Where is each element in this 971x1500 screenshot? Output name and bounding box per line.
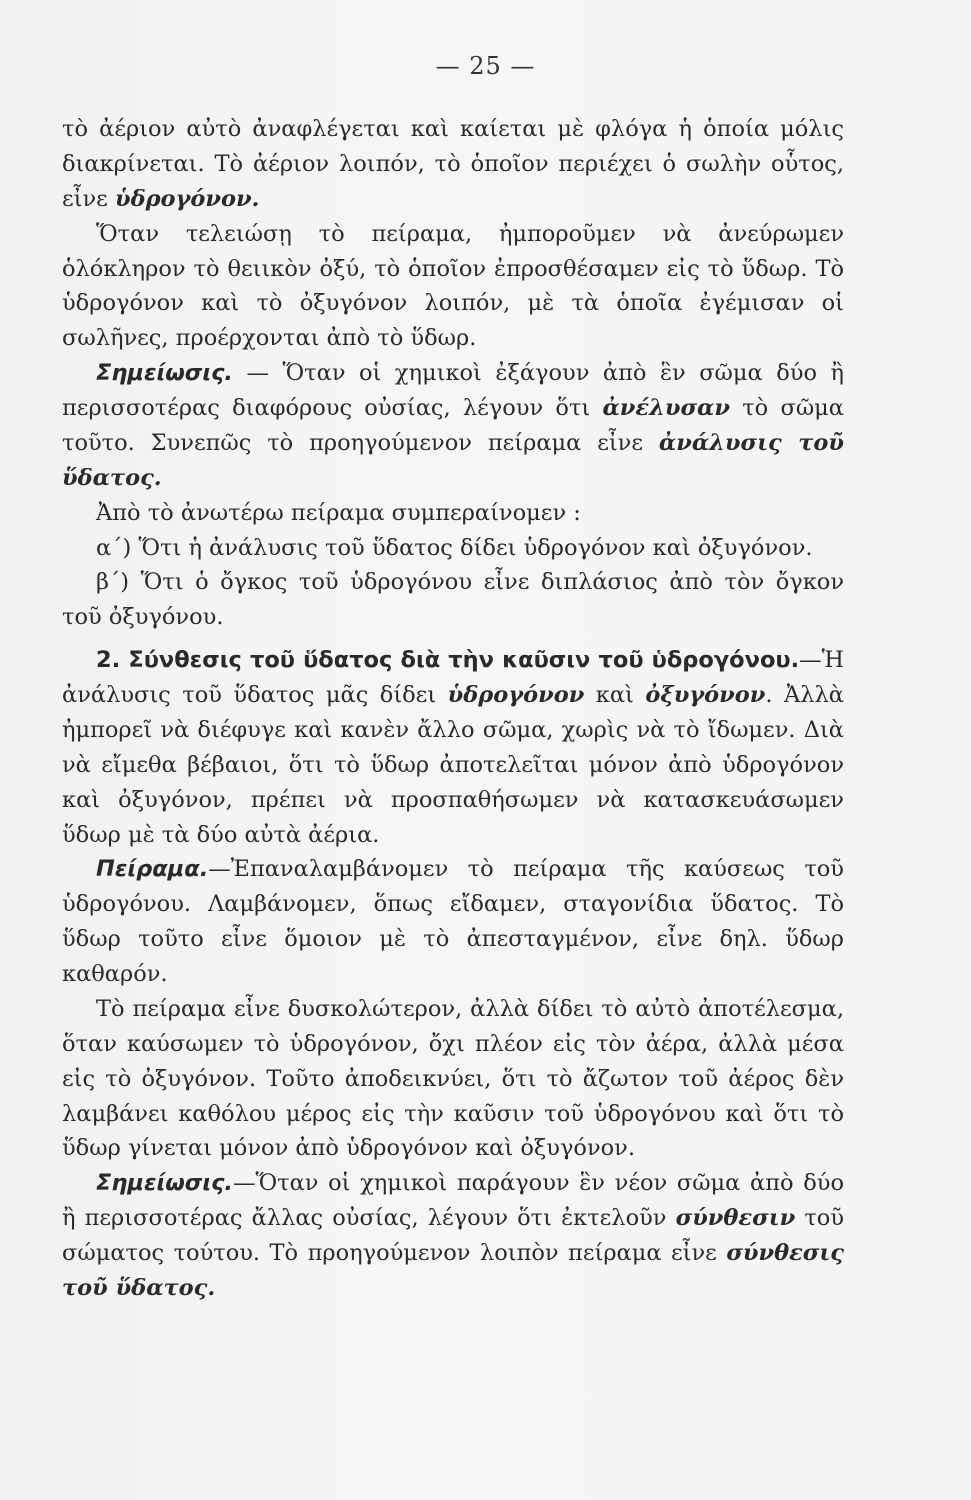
paragraph-10-text-a: —Ὅταν οἱ χημικοὶ παράγουν ἓν νέον σῶμα ἀπὸ δύο ἢ περισσοτέρας ἄλλας οὐσίας, λέγουν ὅτι ἐκτελοῦν: [62, 1170, 844, 1232]
paragraph-4: [62, 496, 844, 531]
paragraph-7-text-b: καὶ: [584, 682, 646, 708]
paragraph-7-text-c: . Ἀλλὰ ἠμπορεῖ νὰ διέφυγε καὶ κανὲν ἄλλο σῶμα, χωρὶς νὰ τὸ ἴδωμεν. Διὰ νὰ εἴμεθα βέβαιοι, ὅτι τὸ ὕδωρ ἀποτελεῖται μόνον ἀπὸ ὑδρογόνον καὶ ὀξυγόνον, πρέπει νὰ προσπαθήσωμεν νὰ κατασκευάσωμεν ὕδωρ μὲ τὰ δύο αὐτὰ ἀέρια.: [62, 682, 844, 848]
term-synthesis-of-water: σύνθεσις τοῦ ὕδατος.: [62, 1240, 844, 1301]
paragraph-3-note: [62, 356, 844, 496]
paragraph-10-text-b: τοῦ σώματος τούτου. Τὸ προηγούμενον λοιπὸν πείραμα εἶνε: [62, 1205, 845, 1266]
paragraph-1-text: τὸ ἀέριον αὐτὸ ἀναφλέγεται καὶ καίεται μὲ φλόγα ἡ ὁποία μόλις διακρίνεται. Τὸ ἀέριον λοιπόν, τὸ ὁποῖον περιέχει ὁ σωλὴν οὗτος, εἶνε: [62, 116, 844, 212]
term-analysis-of-water: ἀνάλυσις τοῦ ὕδατος.: [62, 429, 845, 491]
paragraph-1: [62, 112, 844, 217]
paragraph-9: [62, 992, 844, 1166]
page-number: — 25 —: [435, 52, 536, 80]
paragraph-3-text-a: — Ὅταν οἱ χημικοὶ ἐξάγουν ἀπὸ ἓν σῶμα δύο ἢ περισσοτέρας διαφόρους οὐσίας, λέγουν ὅτι: [62, 360, 844, 421]
paragraph-7-text-a: —Ἡ ἀνάλυσις τοῦ ὕδατος μᾶς δίδει: [62, 647, 844, 708]
paragraph-3-text-b: τὸ σῶμα τοῦτο. Συνεπῶς τὸ προηγούμενον πείραμα εἶνε: [62, 395, 844, 456]
conclusion-item-a-text: α΄) Ὅτι ἡ ἀνάλυσις τοῦ ὕδατος δίδει ὑδρογόνον καὶ ὀξυγόνον.: [96, 534, 813, 561]
paragraph-2-text: Ὅταν τελειώσῃ τὸ πείραμα, ἠμποροῦμεν νὰ ἀνεύρωμεν ὁλόκληρον τὸ θειικὸν ὀξύ, τὸ ὁποῖον ἐπροσθέσαμεν εἰς τὸ ὕδωρ. Τὸ ὑδρογόνον καὶ τὸ ὀξυγόνον λοιπόν, μὲ τὰ ὁποῖα ἐγέμισαν οἱ σωλῆνες, προέρχονται ἀπὸ τὸ ὕδωρ.: [62, 220, 844, 352]
conclusion-item-b: [62, 565, 844, 635]
paragraph-8-text: —Ἐπαναλαμβάνομεν τὸ πείραμα τῆς καύσεως τοῦ ὑδρογόνου. Λαμβάνομεν, ὅπως εἴδαμεν, σταγονίδια ὕδατος. Τὸ ὕδωρ τοῦτο εἶνε ὅμοιον μὲ τὸ ἀπεσταγμένον, εἶνε δηλ. ὕδωρ καθαρόν.: [62, 856, 844, 987]
paragraph-9-text: Τὸ πείραμα εἶνε δυσκολώτερον, ἀλλὰ δίδει τὸ αὐτὸ ἀποτέλεσμα, ὅταν καύσωμεν τὸ ὑδρογόνον, ὄχι πλέον εἰς τὸν ἀέρα, ἀλλὰ μέσα εἰς τὸ ὀξυγόνον. Τοῦτο ἀποδεικνύει, ὅτι τὸ ἄζωτον τοῦ ἀέρος δὲν λαμβάνει καθόλου μέρος εἰς τὴν καῦσιν τοῦ ὑδρογόνου καὶ ὅτι τὸ ὕδωρ γίνεται μόνον ἀπὸ ὑδρογόνον καὶ ὀξυγόνον.: [62, 995, 844, 1162]
conclusion-item-a: [62, 531, 844, 566]
experiment-label: Πείραμα.: [96, 856, 209, 883]
page-body: [62, 112, 844, 1306]
paragraph-10-note: [62, 1166, 844, 1306]
paragraph-4-text: Ἀπὸ τὸ ἀνωτέρω πείραμα συμπεραίνομεν :: [96, 499, 581, 526]
note-label-2: Σημείωσις.: [96, 1170, 233, 1197]
term-hydrogen-2: ὑδρογόνον: [447, 682, 585, 708]
note-label: Σημείωσις.: [96, 360, 233, 387]
paragraph-7-section: [62, 643, 844, 852]
conclusion-item-b-text: β΄) Ὅτι ὁ ὄγκος τοῦ ὑδρογόνου εἶνε διπλάσιος ἀπὸ τὸν ὄγκον τοῦ ὀξυγόνου.: [62, 569, 844, 631]
paragraph-2: [62, 217, 844, 357]
term-synthesis: σύνθεσιν: [675, 1205, 796, 1232]
term-oxygen: ὀξυγόνον: [645, 682, 766, 708]
term-hydrogen: ὑδρογόνον.: [114, 185, 260, 212]
term-analyzed: ἀνέλυσαν: [602, 395, 730, 421]
section-heading: 2. Σύνθεσις τοῦ ὕδατος διὰ τὴν καῦσιν τοῦ ὑδρογόνου.: [96, 647, 800, 674]
paragraph-8-experiment: [62, 852, 844, 992]
